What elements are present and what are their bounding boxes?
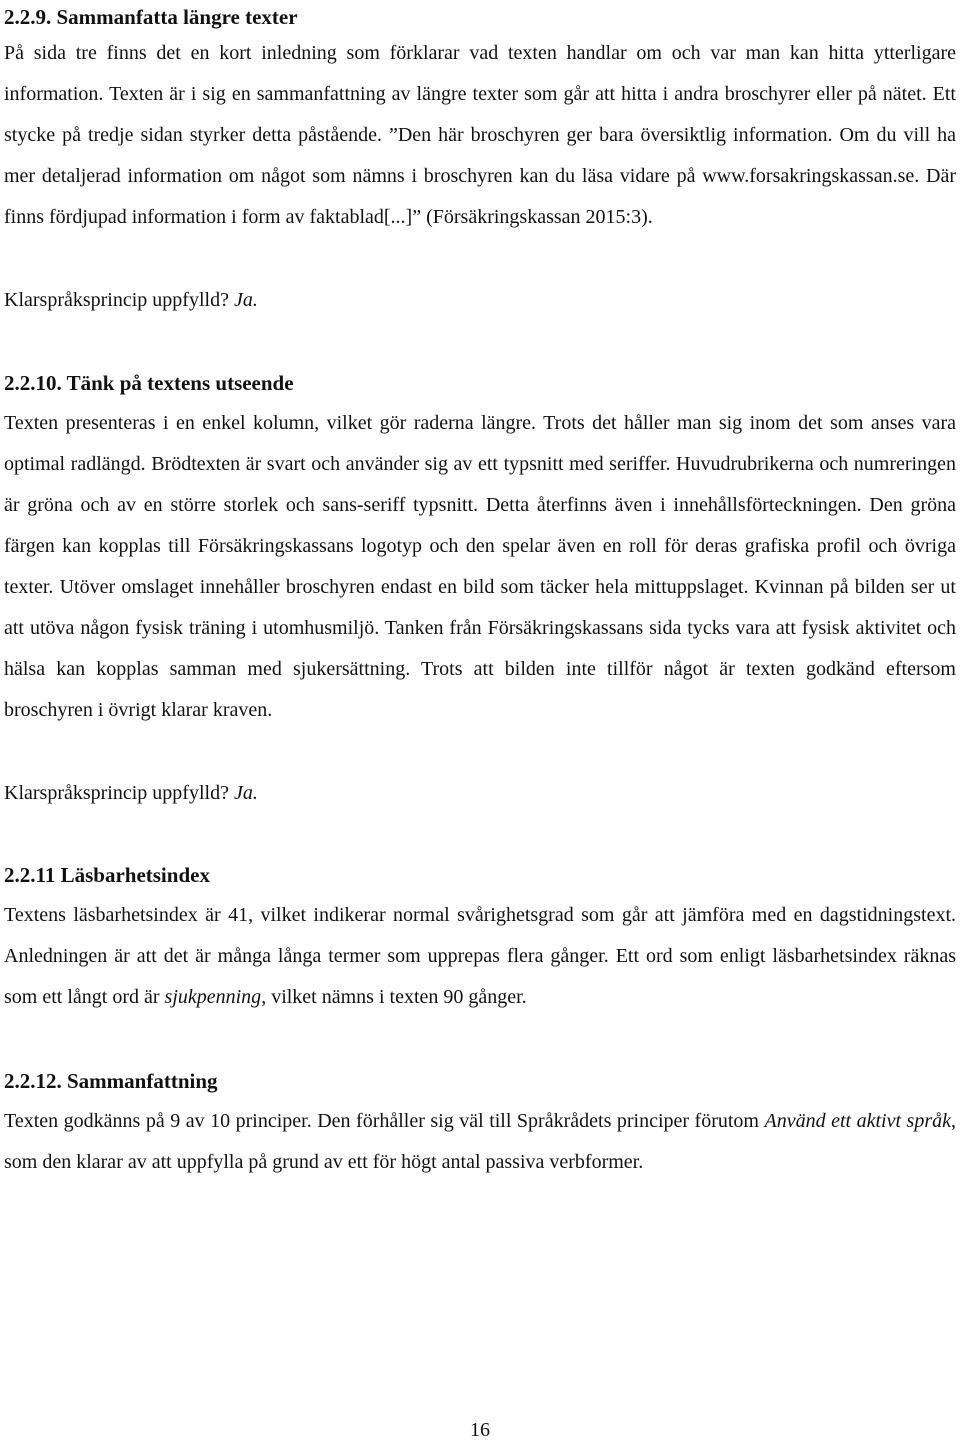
section-body-2-2-10: Texten presenteras i en enkel kolumn, vilket gör raderna längre. Trots det håller man sig inom det som anses vara optimal radlängd. Brödtexten är svart och använder sig av ett typsnitt med seriffer. Huvudrubrikerna och numreringen är gröna och av en större storlek och sans-seriff typsnitt. Detta återfinns även i innehållsförteckningen. Den gröna färgen kan kopplas till Försäkringskassans logotyp och den spelar även en roll för deras grafiska profil och övriga texter. Utöver omslaget innehåller broschyren endast en bild som täcker hela mittuppslaget. Kvinnan på bilden ser ut att utöva någon fysisk träning i utomhusmiljö. Tanken från Försäkringskassans sida tycks vara att fysisk aktivitet och hälsa kan kopplas samman med sjukersättning. Trots att bilden inte tillför något är texten godkänd eftersom broschyren i övrigt klarar kraven.: [4, 412, 956, 721]
principle-check-answer: Ja.: [233, 289, 258, 311]
principle-check-label: Klarspråksprincip uppfylld?: [4, 289, 229, 311]
section-body-2-2-11: [4, 895, 956, 1018]
principle-check-2-2-9: [4, 287, 258, 313]
emphasized-term: Använd ett aktivt språk: [764, 1110, 952, 1132]
section-heading-2-2-10: 2.2.10. Tänk på textens utseende: [4, 371, 294, 395]
body-text: Texten godkänns på 9 av 10 principer. Den förhåller sig väl till Språkrådets principer förutom: [4, 1110, 765, 1132]
body-text: Textens läsbarhetsindex är 41, vilket indikerar normal svårighetsgrad som går att jämföra med en dagstidningstext. Anledningen är att det är många långa termer som upprepas flera gånger. Ett ord som enligt läsbarhetsindex räknas som ett långt ord är: [4, 904, 956, 1008]
principle-check-answer: Ja.: [233, 782, 258, 804]
section-heading-2-2-12: 2.2.12. Sammanfattning: [4, 1069, 218, 1093]
emphasized-term: sjukpenning: [164, 986, 262, 1008]
page-number: 16: [470, 1419, 490, 1441]
section-body-2-2-12: [4, 1101, 956, 1183]
body-text: , som den klarar av att uppfylla på grund av ett för högt antal passiva verbformer.: [4, 1110, 957, 1173]
section-heading-2-2-9: 2.2.9. Sammanfatta längre texter: [4, 5, 298, 29]
section-heading-2-2-11: 2.2.11 Läsbarhetsindex: [4, 863, 210, 887]
section-body-2-2-9: På sida tre finns det en kort inledning som förklarar vad texten handlar om och var man kan hitta ytterligare information. Texten är i sig en sammanfattning av längre texter som går att hitta i andra broschyrer eller på nätet. Ett stycke på tredje sidan styrker detta påstående. ”Den här broschyren ger bara översiktlig information. Om du vill ha mer detaljerad information om något som nämns i broschyren kan du läsa vidare på www.forsakringskassan.se. Där finns fördjupad information i form av faktablad[...]” (Försäkringskassan 2015:3).: [4, 42, 956, 228]
body-text: , vilket nämns i texten 90 gånger.: [261, 986, 527, 1008]
principle-check-2-2-10: [4, 780, 258, 806]
principle-check-label: Klarspråksprincip uppfylld?: [4, 782, 229, 804]
